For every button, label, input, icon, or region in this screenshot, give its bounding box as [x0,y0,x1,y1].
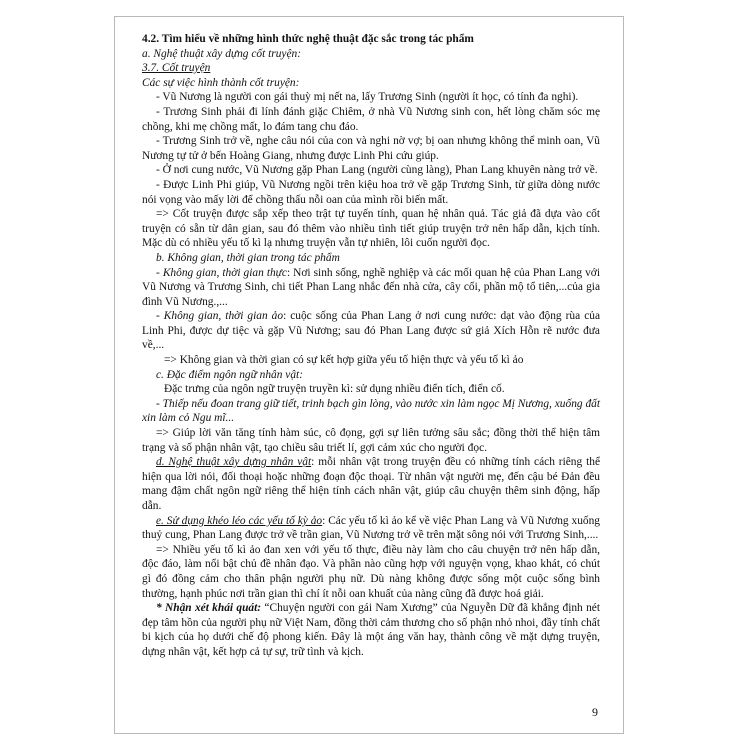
subheading-b: b. Không gian, thời gian trong tác phẩm [156,251,340,264]
paragraph-13-text: : mỗi nhân vật trong truyện đều có những tính cách riêng thể hiện qua lời nói, đối thoại hoặc những đoạn độc thoại. Từ nhân vật người mẹ, đến cậu bé Đản đều mang đậm chất ngôn ngữ riêng thể hiện tính cách nhân vật, giúp câu chuyện thêm sinh động, hấp dẫn. [142,456,600,512]
paragraph-16-text: “Chuyện người con gái Nam Xương” của Nguyễn Dữ đã khẳng định nét đẹp tâm hồn của người phụ nữ Việt Nam, đồng thời cảm thương cho số phận nhỏ nhoi, đầy tính chất bi kịch của họ dưới chế độ phong kiến. Đây là một áng văn hay, thành công về mặt dựng truyện, dựng nhân vật, kết hợp cả tự sự, trữ tình và kịch. [142,602,600,658]
paragraph-13-label: d. Nghệ thuật xây dựng nhân vật [156,456,312,469]
paragraph-13 [142,455,600,513]
paragraph-7 [142,266,600,310]
paragraph-4: - Ở nơi cung nước, Vũ Nương gặp Phan Lang (người cùng làng), Phan Lang khuyên nàng trở về. [156,164,598,177]
paragraph-14-label: e. Sử dụng khéo léo các yếu tố kỳ ảo [156,514,323,527]
paragraph-8-label: - Không gian, thời gian ảo [156,310,284,323]
paragraph-16-label: * Nhận xét khái quát: [156,602,262,615]
subheading-a-1: 3.7. Cốt truyện [142,62,211,75]
subheading-a: a. Nghệ thuật xây dựng cốt truyện: [142,47,302,60]
paragraph-2: - Trương Sinh phải đi lính đánh giặc Chiêm, ở nhà Vũ Nương sinh con, hết lòng chăm sóc mẹ chồng, khi mẹ chồng mất, lo đám tang chu đáo. [142,105,600,133]
paragraph-9: => Không gian và thời gian có sự kết hợp giữa yếu tố hiện thực và yếu tố kì ảo [164,354,524,367]
paragraph-16 [142,601,600,659]
paragraph-12: => Giúp lời văn tăng tính hàm súc, cô đọng, gợi sự liên tưởng sâu sắc; đồng thời thể hiện tâm trạng và số phận nhân vật, tạo chiều sâu triết lí, gợi cảm xúc cho người đọc. [142,427,600,454]
document-body [142,32,600,660]
subheading-c: c. Đặc điểm ngôn ngữ nhân vật: [156,368,303,381]
paragraph-7-text: : Nơi sinh sống, nghề nghiệp và các mối quan hệ của Phan Lang với Vũ Nương và Trương Sinh, chi tiết Phan Lang nhắc đến nhà cửa, cây cối, phần mộ tổ tiên,...của gia đình Vũ Nương.,... [142,266,600,308]
paragraph-5: - Được Linh Phi giúp, Vũ Nương ngồi trên kiệu hoa trở về gặp Trương Sinh, từ giữa dòng nước nói vọng vào mấy lời để chồng thấu nỗi oan của mình rồi biến mất. [142,178,600,206]
paragraph-1: - Vũ Nương là người con gái thuỳ mị nết na, lấy Trương Sinh (người ít học, có tính đa nghi). [156,91,579,104]
paragraph-14-text: : Các yếu tố kì ảo kể về việc Phan Lang và Vũ Nương xuống thuỷ cung, Phan Lang được trở về trần gian, Vũ Nương trở về trên mặt sông nói với Trương Sinh,.... [142,514,600,542]
paragraph-8-text: : cuộc sống của Phan Lang ở nơi cung nước: dạt vào động rùa của Linh Phi, được dự tiệc và gặp Vũ Nương; sau đó Phan Lang được sứ giả Xích Hỗn rẽ nước đưa về,... [142,310,600,352]
paragraph-14 [142,514,600,543]
page-number: 9 [592,705,598,719]
paragraph-10: Đặc trưng của ngôn ngữ truyện truyền kì: sử dụng nhiều điển tích, điển cố. [164,383,505,396]
section-heading: 4.2. Tìm hiểu về những hình thức nghệ thuật đặc sắc trong tác phẩm [142,33,474,45]
subheading-a-2: Các sự việc hình thành cốt truyện: [142,76,300,89]
paragraph-11: - Thiếp nếu đoan trang giữ tiết, trinh bạch gìn lòng, vào nước xin làm ngọc Mị Nương, xuống đất xin làm cỏ Ngu mĩ... [142,397,600,425]
paragraph-6: => Cốt truyện được sắp xếp theo trật tự tuyến tính, quan hệ nhân quả. Tác giả đã dựa vào cốt truyện có sẵn từ dân gian, sau đó thêm vào nhiều tình tiết giúp truyện trở nên hấp dẫn, kịch tính. Mặc dù có nhiều yếu tố kì lạ nhưng truyện vẫn tự nhiên, lôi cuốn người đọc. [142,208,600,250]
paragraph-15: => Nhiều yếu tố kì ảo đan xen với yếu tố thực, điều này làm cho câu chuyện trở nên hấp dẫn, độc đáo, làm nổi bật chủ đề nhân đạo. Và phần nào cũng hợp với nguyện vọng, khao khát, có chút gì đó đồng cảm cho thân phận người phụ nữ. Dù nàng không được sống một cuộc sống bình thường, hạnh phúc nơi trần gian thì chí ít nỗi oan khuất của nàng cũng đã được hoá giải. [142,543,600,600]
paragraph-3: - Trương Sinh trở về, nghe câu nói của con và nghi nờ vợ; bị oan nhưng không thể minh oan, Vũ Nương tự tử ở bến Hoàng Giang, nhưng được Linh Phi cứu giúp. [142,135,600,162]
paragraph-7-label: - Không gian, thời gian thực [156,266,287,279]
paragraph-8 [142,309,600,353]
